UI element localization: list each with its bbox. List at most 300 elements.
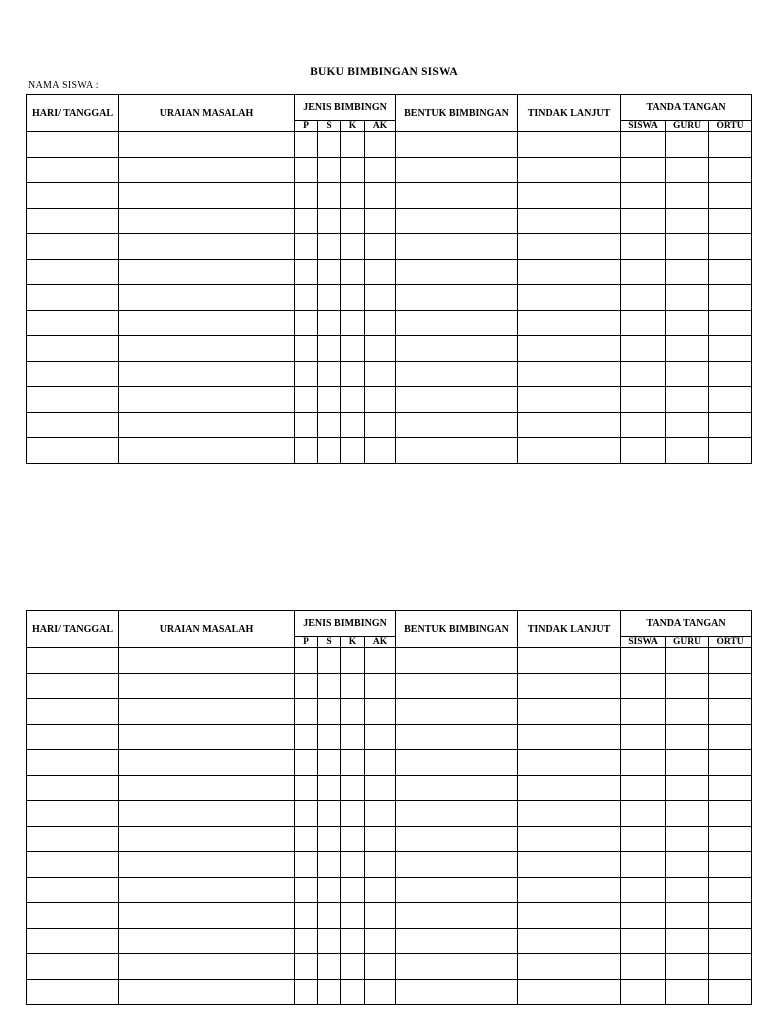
cell-tanda-siswa[interactable] [621,724,666,750]
cell-jenis-ak[interactable] [365,183,396,209]
cell-tanda-guru[interactable] [666,801,709,827]
cell-jenis-p[interactable] [295,877,318,903]
cell-tanda-ortu[interactable] [709,285,752,311]
cell-tanda-siswa[interactable] [621,903,666,929]
cell-tanda-guru[interactable] [666,361,709,387]
cell-tindak-lanjut[interactable] [518,310,621,336]
cell-hari-tanggal[interactable] [27,750,119,776]
cell-jenis-p[interactable] [295,310,318,336]
cell-jenis-k[interactable] [341,928,365,954]
cell-uraian-masalah[interactable] [119,801,295,827]
cell-tanda-guru[interactable] [666,438,709,464]
cell-tanda-ortu[interactable] [709,801,752,827]
cell-jenis-p[interactable] [295,801,318,827]
cell-tindak-lanjut[interactable] [518,183,621,209]
cell-tanda-guru[interactable] [666,336,709,362]
cell-tanda-siswa[interactable] [621,852,666,878]
cell-jenis-ak[interactable] [365,877,396,903]
cell-jenis-s[interactable] [318,132,341,158]
cell-bentuk-bimbingan[interactable] [396,724,518,750]
cell-tanda-siswa[interactable] [621,438,666,464]
cell-hari-tanggal[interactable] [27,928,119,954]
cell-tindak-lanjut[interactable] [518,234,621,260]
cell-jenis-k[interactable] [341,699,365,725]
cell-jenis-k[interactable] [341,412,365,438]
cell-tindak-lanjut[interactable] [518,928,621,954]
cell-jenis-k[interactable] [341,259,365,285]
cell-jenis-ak[interactable] [365,234,396,260]
cell-hari-tanggal[interactable] [27,699,119,725]
cell-jenis-ak[interactable] [365,132,396,158]
cell-jenis-s[interactable] [318,877,341,903]
cell-jenis-p[interactable] [295,852,318,878]
cell-tanda-siswa[interactable] [621,775,666,801]
cell-jenis-k[interactable] [341,183,365,209]
cell-uraian-masalah[interactable] [119,724,295,750]
cell-tanda-guru[interactable] [666,259,709,285]
cell-tanda-guru[interactable] [666,852,709,878]
cell-jenis-k[interactable] [341,336,365,362]
cell-jenis-p[interactable] [295,387,318,413]
cell-hari-tanggal[interactable] [27,724,119,750]
cell-hari-tanggal[interactable] [27,157,119,183]
cell-tanda-ortu[interactable] [709,438,752,464]
cell-tanda-ortu[interactable] [709,387,752,413]
cell-hari-tanggal[interactable] [27,361,119,387]
cell-bentuk-bimbingan[interactable] [396,903,518,929]
cell-jenis-k[interactable] [341,877,365,903]
cell-jenis-s[interactable] [318,310,341,336]
cell-jenis-ak[interactable] [365,979,396,1005]
cell-hari-tanggal[interactable] [27,183,119,209]
cell-bentuk-bimbingan[interactable] [396,877,518,903]
cell-jenis-s[interactable] [318,208,341,234]
cell-jenis-ak[interactable] [365,285,396,311]
cell-jenis-p[interactable] [295,285,318,311]
cell-tanda-ortu[interactable] [709,852,752,878]
cell-tanda-siswa[interactable] [621,285,666,311]
cell-jenis-p[interactable] [295,699,318,725]
cell-tanda-ortu[interactable] [709,750,752,776]
cell-tanda-guru[interactable] [666,877,709,903]
cell-jenis-p[interactable] [295,903,318,929]
cell-jenis-k[interactable] [341,673,365,699]
cell-jenis-p[interactable] [295,979,318,1005]
cell-tanda-siswa[interactable] [621,412,666,438]
cell-jenis-s[interactable] [318,412,341,438]
cell-tanda-ortu[interactable] [709,979,752,1005]
cell-jenis-s[interactable] [318,259,341,285]
cell-hari-tanggal[interactable] [27,852,119,878]
cell-tindak-lanjut[interactable] [518,826,621,852]
cell-tanda-siswa[interactable] [621,310,666,336]
cell-jenis-s[interactable] [318,387,341,413]
cell-tanda-siswa[interactable] [621,157,666,183]
cell-uraian-masalah[interactable] [119,285,295,311]
cell-jenis-k[interactable] [341,826,365,852]
cell-bentuk-bimbingan[interactable] [396,310,518,336]
cell-jenis-s[interactable] [318,361,341,387]
cell-tanda-siswa[interactable] [621,336,666,362]
cell-jenis-s[interactable] [318,673,341,699]
cell-hari-tanggal[interactable] [27,826,119,852]
cell-bentuk-bimbingan[interactable] [396,750,518,776]
cell-jenis-p[interactable] [295,183,318,209]
cell-tindak-lanjut[interactable] [518,699,621,725]
cell-jenis-k[interactable] [341,285,365,311]
cell-jenis-ak[interactable] [365,648,396,674]
cell-jenis-ak[interactable] [365,928,396,954]
cell-tanda-siswa[interactable] [621,826,666,852]
cell-tindak-lanjut[interactable] [518,673,621,699]
cell-jenis-ak[interactable] [365,852,396,878]
cell-jenis-k[interactable] [341,208,365,234]
cell-bentuk-bimbingan[interactable] [396,412,518,438]
cell-hari-tanggal[interactable] [27,234,119,260]
cell-hari-tanggal[interactable] [27,336,119,362]
cell-uraian-masalah[interactable] [119,132,295,158]
cell-bentuk-bimbingan[interactable] [396,673,518,699]
cell-bentuk-bimbingan[interactable] [396,208,518,234]
cell-hari-tanggal[interactable] [27,673,119,699]
cell-jenis-ak[interactable] [365,412,396,438]
cell-tindak-lanjut[interactable] [518,285,621,311]
cell-hari-tanggal[interactable] [27,412,119,438]
cell-jenis-s[interactable] [318,826,341,852]
cell-jenis-s[interactable] [318,954,341,980]
cell-tindak-lanjut[interactable] [518,750,621,776]
cell-hari-tanggal[interactable] [27,979,119,1005]
cell-uraian-masalah[interactable] [119,852,295,878]
cell-tanda-guru[interactable] [666,699,709,725]
cell-bentuk-bimbingan[interactable] [396,775,518,801]
cell-jenis-k[interactable] [341,310,365,336]
cell-jenis-s[interactable] [318,438,341,464]
cell-tindak-lanjut[interactable] [518,387,621,413]
cell-tanda-guru[interactable] [666,234,709,260]
cell-uraian-masalah[interactable] [119,310,295,336]
cell-bentuk-bimbingan[interactable] [396,361,518,387]
cell-hari-tanggal[interactable] [27,259,119,285]
cell-jenis-ak[interactable] [365,208,396,234]
cell-jenis-ak[interactable] [365,336,396,362]
cell-tanda-guru[interactable] [666,387,709,413]
cell-bentuk-bimbingan[interactable] [396,979,518,1005]
cell-jenis-p[interactable] [295,775,318,801]
cell-jenis-s[interactable] [318,928,341,954]
cell-tanda-ortu[interactable] [709,208,752,234]
header-tanda-guru: GURU [666,121,709,132]
cell-jenis-s[interactable] [318,336,341,362]
cell-tanda-ortu[interactable] [709,877,752,903]
cell-jenis-p[interactable] [295,928,318,954]
cell-uraian-masalah[interactable] [119,954,295,980]
cell-tanda-siswa[interactable] [621,387,666,413]
cell-uraian-masalah[interactable] [119,775,295,801]
cell-bentuk-bimbingan[interactable] [396,132,518,158]
cell-tanda-guru[interactable] [666,724,709,750]
cell-tanda-guru[interactable] [666,750,709,776]
cell-jenis-s[interactable] [318,979,341,1005]
cell-uraian-masalah[interactable] [119,699,295,725]
cell-uraian-masalah[interactable] [119,412,295,438]
cell-jenis-p[interactable] [295,208,318,234]
cell-jenis-s[interactable] [318,699,341,725]
cell-tanda-ortu[interactable] [709,157,752,183]
cell-jenis-ak[interactable] [365,310,396,336]
cell-bentuk-bimbingan[interactable] [396,157,518,183]
cell-uraian-masalah[interactable] [119,259,295,285]
cell-uraian-masalah[interactable] [119,387,295,413]
cell-hari-tanggal[interactable] [27,954,119,980]
cell-tanda-guru[interactable] [666,775,709,801]
cell-uraian-masalah[interactable] [119,336,295,362]
cell-tanda-siswa[interactable] [621,928,666,954]
table-row [27,903,752,929]
cell-uraian-masalah[interactable] [119,928,295,954]
cell-jenis-k[interactable] [341,387,365,413]
cell-jenis-p[interactable] [295,259,318,285]
cell-jenis-k[interactable] [341,903,365,929]
cell-hari-tanggal[interactable] [27,208,119,234]
cell-jenis-k[interactable] [341,979,365,1005]
cell-hari-tanggal[interactable] [27,877,119,903]
cell-bentuk-bimbingan[interactable] [396,387,518,413]
cell-bentuk-bimbingan[interactable] [396,183,518,209]
cell-uraian-masalah[interactable] [119,979,295,1005]
cell-jenis-ak[interactable] [365,387,396,413]
cell-hari-tanggal[interactable] [27,438,119,464]
cell-tanda-guru[interactable] [666,954,709,980]
cell-tanda-ortu[interactable] [709,648,752,674]
cell-tindak-lanjut[interactable] [518,775,621,801]
cell-jenis-s[interactable] [318,852,341,878]
cell-uraian-masalah[interactable] [119,826,295,852]
table-row [27,954,752,980]
cell-tanda-ortu[interactable] [709,673,752,699]
cell-jenis-k[interactable] [341,954,365,980]
cell-jenis-ak[interactable] [365,775,396,801]
cell-bentuk-bimbingan[interactable] [396,648,518,674]
cell-jenis-s[interactable] [318,234,341,260]
cell-jenis-s[interactable] [318,750,341,776]
cell-jenis-s[interactable] [318,903,341,929]
cell-tanda-siswa[interactable] [621,183,666,209]
cell-uraian-masalah[interactable] [119,234,295,260]
cell-jenis-ak[interactable] [365,699,396,725]
cell-jenis-k[interactable] [341,775,365,801]
cell-jenis-ak[interactable] [365,954,396,980]
cell-jenis-s[interactable] [318,775,341,801]
cell-jenis-k[interactable] [341,234,365,260]
cell-jenis-ak[interactable] [365,724,396,750]
cell-tanda-ortu[interactable] [709,699,752,725]
cell-jenis-p[interactable] [295,648,318,674]
cell-jenis-ak[interactable] [365,157,396,183]
cell-tanda-ortu[interactable] [709,234,752,260]
cell-tanda-siswa[interactable] [621,208,666,234]
cell-tindak-lanjut[interactable] [518,336,621,362]
cell-jenis-p[interactable] [295,132,318,158]
cell-tanda-ortu[interactable] [709,412,752,438]
cell-hari-tanggal[interactable] [27,903,119,929]
cell-tanda-ortu[interactable] [709,954,752,980]
cell-jenis-ak[interactable] [365,801,396,827]
cell-tanda-ortu[interactable] [709,775,752,801]
cell-tanda-guru[interactable] [666,132,709,158]
cell-bentuk-bimbingan[interactable] [396,928,518,954]
cell-uraian-masalah[interactable] [119,208,295,234]
cell-tanda-guru[interactable] [666,826,709,852]
cell-jenis-p[interactable] [295,412,318,438]
cell-jenis-s[interactable] [318,648,341,674]
cell-tanda-ortu[interactable] [709,183,752,209]
cell-uraian-masalah[interactable] [119,157,295,183]
cell-uraian-masalah[interactable] [119,903,295,929]
cell-tanda-siswa[interactable] [621,648,666,674]
cell-tindak-lanjut[interactable] [518,132,621,158]
cell-jenis-ak[interactable] [365,673,396,699]
cell-tanda-siswa[interactable] [621,259,666,285]
cell-jenis-p[interactable] [295,336,318,362]
cell-tindak-lanjut[interactable] [518,801,621,827]
cell-uraian-masalah[interactable] [119,877,295,903]
cell-tanda-ortu[interactable] [709,310,752,336]
cell-tanda-siswa[interactable] [621,699,666,725]
cell-bentuk-bimbingan[interactable] [396,234,518,260]
cell-tanda-siswa[interactable] [621,954,666,980]
cell-jenis-p[interactable] [295,673,318,699]
cell-tindak-lanjut[interactable] [518,412,621,438]
cell-jenis-k[interactable] [341,438,365,464]
cell-hari-tanggal[interactable] [27,775,119,801]
cell-jenis-p[interactable] [295,157,318,183]
cell-tanda-guru[interactable] [666,903,709,929]
cell-tindak-lanjut[interactable] [518,724,621,750]
cell-tanda-ortu[interactable] [709,132,752,158]
cell-tanda-guru[interactable] [666,928,709,954]
cell-tanda-ortu[interactable] [709,826,752,852]
cell-tanda-siswa[interactable] [621,234,666,260]
cell-uraian-masalah[interactable] [119,750,295,776]
cell-tanda-siswa[interactable] [621,361,666,387]
cell-jenis-ak[interactable] [365,259,396,285]
cell-jenis-ak[interactable] [365,750,396,776]
cell-tanda-ortu[interactable] [709,928,752,954]
cell-jenis-p[interactable] [295,724,318,750]
cell-hari-tanggal[interactable] [27,801,119,827]
cell-tindak-lanjut[interactable] [518,438,621,464]
cell-tanda-siswa[interactable] [621,132,666,158]
cell-tindak-lanjut[interactable] [518,259,621,285]
cell-jenis-p[interactable] [295,361,318,387]
cell-jenis-p[interactable] [295,954,318,980]
cell-tindak-lanjut[interactable] [518,877,621,903]
cell-jenis-k[interactable] [341,361,365,387]
cell-jenis-k[interactable] [341,648,365,674]
cell-hari-tanggal[interactable] [27,310,119,336]
cell-tanda-siswa[interactable] [621,801,666,827]
cell-bentuk-bimbingan[interactable] [396,954,518,980]
cell-jenis-k[interactable] [341,132,365,158]
cell-tanda-guru[interactable] [666,183,709,209]
cell-uraian-masalah[interactable] [119,438,295,464]
cell-hari-tanggal[interactable] [27,387,119,413]
cell-jenis-p[interactable] [295,234,318,260]
cell-bentuk-bimbingan[interactable] [396,852,518,878]
cell-hari-tanggal[interactable] [27,132,119,158]
cell-jenis-s[interactable] [318,285,341,311]
cell-tanda-guru[interactable] [666,157,709,183]
cell-bentuk-bimbingan[interactable] [396,699,518,725]
cell-jenis-s[interactable] [318,183,341,209]
cell-jenis-p[interactable] [295,750,318,776]
cell-jenis-p[interactable] [295,826,318,852]
cell-tanda-siswa[interactable] [621,750,666,776]
cell-jenis-k[interactable] [341,852,365,878]
cell-uraian-masalah[interactable] [119,648,295,674]
cell-tindak-lanjut[interactable] [518,361,621,387]
cell-tindak-lanjut[interactable] [518,157,621,183]
cell-jenis-ak[interactable] [365,361,396,387]
cell-uraian-masalah[interactable] [119,673,295,699]
cell-tanda-ortu[interactable] [709,336,752,362]
cell-tanda-guru[interactable] [666,979,709,1005]
cell-uraian-masalah[interactable] [119,361,295,387]
cell-tanda-ortu[interactable] [709,259,752,285]
cell-tanda-ortu[interactable] [709,903,752,929]
cell-tindak-lanjut[interactable] [518,208,621,234]
cell-tanda-guru[interactable] [666,310,709,336]
cell-jenis-k[interactable] [341,724,365,750]
cell-tindak-lanjut[interactable] [518,852,621,878]
cell-jenis-s[interactable] [318,157,341,183]
cell-hari-tanggal[interactable] [27,285,119,311]
cell-jenis-s[interactable] [318,724,341,750]
cell-jenis-s[interactable] [318,801,341,827]
cell-tanda-guru[interactable] [666,673,709,699]
cell-tindak-lanjut[interactable] [518,903,621,929]
cell-bentuk-bimbingan[interactable] [396,801,518,827]
cell-bentuk-bimbingan[interactable] [396,285,518,311]
cell-jenis-p[interactable] [295,438,318,464]
cell-jenis-ak[interactable] [365,826,396,852]
cell-tanda-siswa[interactable] [621,877,666,903]
cell-tanda-siswa[interactable] [621,979,666,1005]
cell-tindak-lanjut[interactable] [518,979,621,1005]
cell-jenis-k[interactable] [341,157,365,183]
cell-tanda-ortu[interactable] [709,361,752,387]
cell-jenis-k[interactable] [341,750,365,776]
cell-jenis-ak[interactable] [365,903,396,929]
cell-hari-tanggal[interactable] [27,648,119,674]
cell-tindak-lanjut[interactable] [518,648,621,674]
cell-bentuk-bimbingan[interactable] [396,336,518,362]
cell-uraian-masalah[interactable] [119,183,295,209]
cell-bentuk-bimbingan[interactable] [396,259,518,285]
cell-tindak-lanjut[interactable] [518,954,621,980]
cell-jenis-ak[interactable] [365,438,396,464]
cell-tanda-siswa[interactable] [621,673,666,699]
cell-tanda-guru[interactable] [666,648,709,674]
cell-tanda-guru[interactable] [666,285,709,311]
cell-bentuk-bimbingan[interactable] [396,826,518,852]
cell-bentuk-bimbingan[interactable] [396,438,518,464]
cell-tanda-ortu[interactable] [709,724,752,750]
cell-tanda-guru[interactable] [666,412,709,438]
cell-tanda-guru[interactable] [666,208,709,234]
cell-jenis-k[interactable] [341,801,365,827]
